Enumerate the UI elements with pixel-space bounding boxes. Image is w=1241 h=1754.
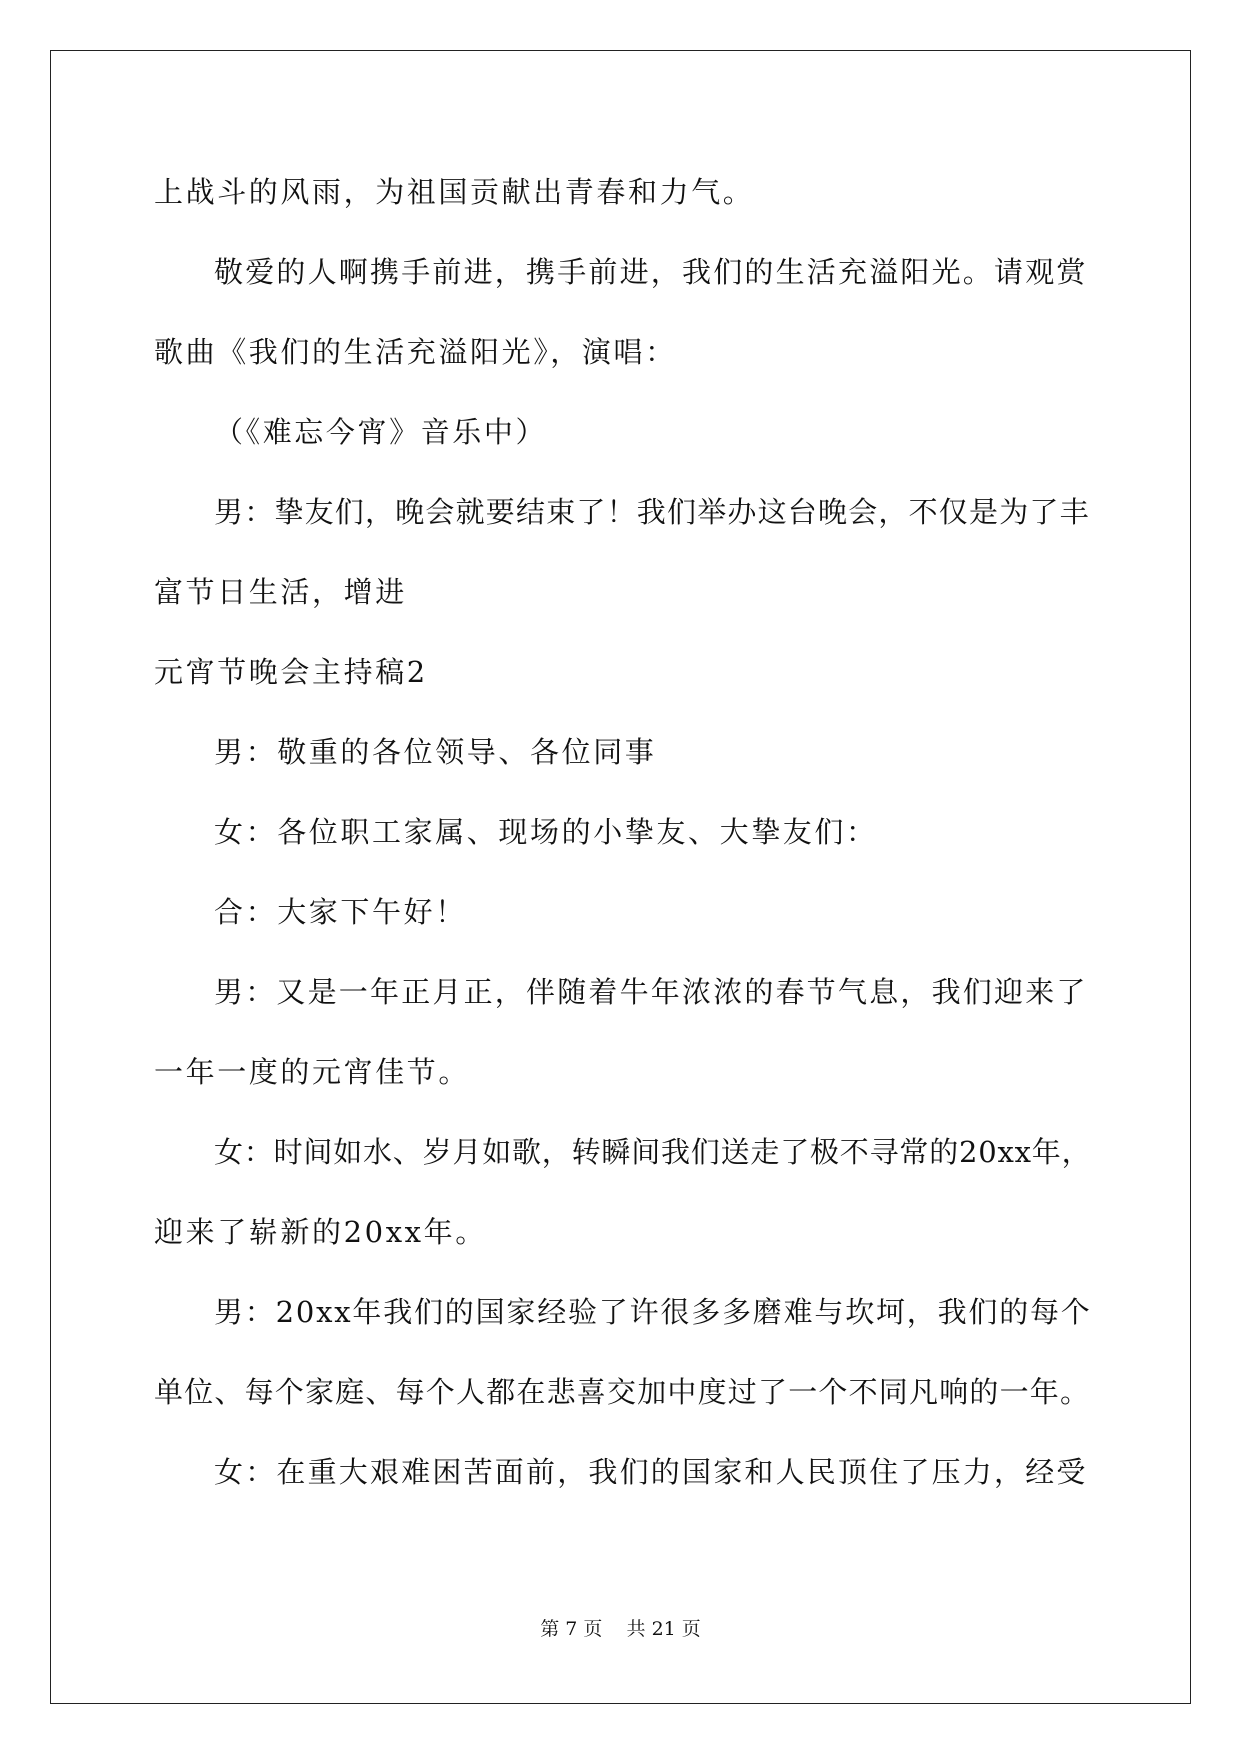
text-line: 男：敬重的各位领导、各位同事 xyxy=(214,735,657,769)
text-line: 歌曲《我们的生活充溢阳光》，演唱： xyxy=(154,335,677,369)
page-number-footer: 第 7 页 共 21 页 xyxy=(540,1618,701,1640)
text-line: 合：大家下午好！ xyxy=(214,895,467,929)
text-line: 富节日生活，增进 xyxy=(154,575,407,609)
text-line: 男：挚友们，晚会就要结束了！我们举办这台晚会，不仅是为了丰 xyxy=(214,495,1090,529)
text-line: 迎来了崭新的20xx年。 xyxy=(154,1215,487,1249)
text-line: 男：20xx年我们的国家经验了许很多多磨难与坎坷，我们的每个 xyxy=(214,1295,1092,1329)
text-line: 女：时间如水、岁月如歌，转瞬间我们送走了极不寻常的20xx年， xyxy=(214,1135,1092,1169)
text-line: 女：在重大艰难困苦面前，我们的国家和人民顶住了压力，经受 xyxy=(214,1455,1088,1489)
text-line: 单位、每个家庭、每个人都在悲喜交加中度过了一个不同凡响的一年。 xyxy=(154,1375,1091,1409)
section-heading: 元宵节晚会主持稿2 xyxy=(154,655,428,689)
text-line: 敬爱的人啊携手前进，携手前进，我们的生活充溢阳光。请观赏 xyxy=(214,255,1088,289)
text-line: （《难忘今宵》音乐中） xyxy=(214,415,548,449)
text-line: 一年一度的元宵佳节。 xyxy=(154,1055,471,1089)
text-line: 男：又是一年正月正，伴随着牛年浓浓的春节气息，我们迎来了 xyxy=(214,975,1088,1009)
text-line: 女：各位职工家属、现场的小挚友、大挚友们： xyxy=(214,815,878,849)
text-line: 上战斗的风雨，为祖国贡献出青春和力气。 xyxy=(154,175,755,209)
